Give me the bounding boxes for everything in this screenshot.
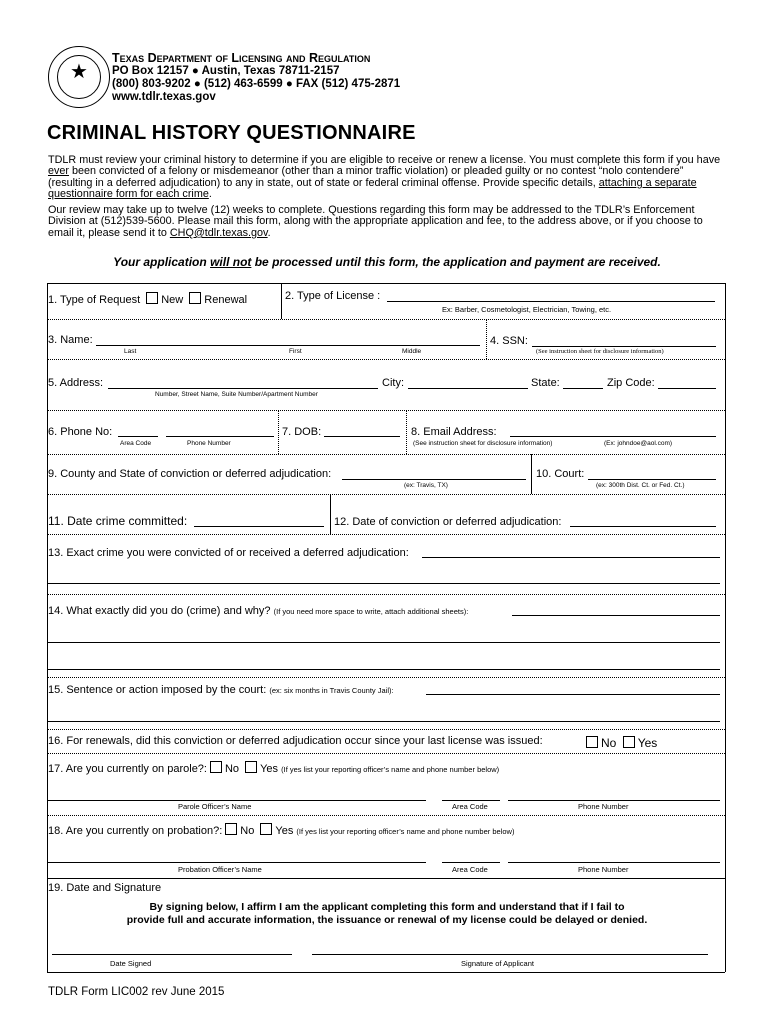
intro-text	[48, 155, 726, 244]
q8-label: 8. Email Address:	[411, 426, 497, 438]
email-example: (Ex: johndoe@aol.com)	[604, 440, 673, 447]
city-field[interactable]	[408, 388, 528, 389]
q18-label: 18. Are you currently on probation?:	[48, 825, 223, 837]
divider	[47, 677, 725, 678]
q15-hint: (ex: six months in Travis County Jail):	[269, 686, 394, 695]
texas-state-seal	[48, 46, 110, 108]
q4-label: 4. SSN:	[490, 335, 528, 347]
email-hint: (See instruction sheet for disclosure information)	[413, 440, 553, 447]
divider	[47, 729, 725, 730]
date-conviction-field[interactable]	[570, 526, 716, 527]
agency-address: PO Box 12157 ● Austin, Texas 78711-2157	[112, 65, 340, 77]
court-hint: (ex: 300th Dist. Ct. or Fed. Ct.)	[596, 482, 685, 489]
intro-p2-a: Our review may take up to twelve (12) weeks to complete. Questions regarding this form may be addressed to the TDLR’s Enforcement Division at (512)539-5600. Please mail this form, along with the appropriate application and fee, to the address above, or if you choose to email it, please send it to	[48, 204, 703, 239]
q15-question	[48, 684, 394, 696]
sentence-field-line-2[interactable]	[48, 721, 720, 722]
license-type-field[interactable]	[387, 301, 715, 302]
q16-label: 16. For renewals, did this conviction or deferred adjudication occur since your last license was issued:	[48, 735, 543, 747]
divider	[47, 319, 725, 320]
divider	[47, 534, 725, 535]
q10-label: 10. Court:	[536, 468, 585, 480]
q16-no-label: No	[601, 736, 617, 750]
divider	[47, 494, 725, 495]
q12-label: 12. Date of conviction or deferred adjudication:	[334, 516, 562, 528]
what-happened-field[interactable]	[512, 615, 720, 616]
divider	[47, 815, 725, 816]
probation-officer-field[interactable]	[48, 862, 426, 863]
intro-attach-note: attaching a separate questionnaire form for each crime	[48, 176, 697, 200]
form-border-left	[47, 283, 48, 972]
notice-will-not: will not	[210, 255, 252, 269]
q5-label: 5. Address:	[48, 377, 104, 389]
parole-phone-hint: Phone Number	[578, 802, 629, 811]
cert-line-2: provide full and accurate information, the issuance or renewal of my license could be delayed or denied.	[126, 914, 648, 926]
star-icon: ★	[70, 61, 88, 83]
q16-yes-label: Yes	[637, 736, 658, 750]
processing-notice	[48, 255, 726, 269]
q17-label: 17. Are you currently on parole?:	[48, 763, 207, 775]
q14-question	[48, 605, 468, 617]
divider	[47, 753, 725, 754]
certification-statement	[48, 901, 726, 927]
zip-field[interactable]	[658, 388, 716, 389]
probation-area-hint: Area Code	[452, 865, 488, 874]
divider-v	[486, 319, 487, 359]
q18-hint: (If yes list your reporting officer’s name and phone number below)	[296, 827, 515, 836]
q17-hint: (If yes list your reporting officer’s name and phone number below)	[281, 765, 500, 774]
q6-label: 6. Phone No:	[48, 426, 113, 438]
last-hint: Last	[124, 348, 137, 355]
phone-field[interactable]	[166, 436, 274, 437]
q18-yes-checkbox[interactable]	[260, 823, 272, 835]
parole-area-hint: Area Code	[452, 802, 488, 811]
probation-area-code-field[interactable]	[442, 862, 500, 863]
new-checkbox[interactable]	[146, 292, 158, 304]
q11-label: 11. Date crime committed:	[48, 514, 188, 528]
renewal-checkbox[interactable]	[189, 292, 201, 304]
q17-no-checkbox[interactable]	[210, 761, 222, 773]
license-type-hint: Ex: Barber, Cosmetologist, Electrician, Towing, etc.	[442, 305, 612, 314]
zip-label: Zip Code:	[607, 377, 655, 389]
q17-yes-checkbox[interactable]	[245, 761, 257, 773]
signature-hint: Signature of Applicant	[461, 959, 534, 968]
agency-phones: (800) 803-9202 ● (512) 463-6599 ● FAX (512) 475-2871	[112, 78, 401, 90]
cert-line-1: By signing below, I affirm I am the applicant completing this form and understand that if I fail to	[149, 901, 625, 913]
middle-hint: Middle	[402, 348, 422, 355]
probation-phone-hint: Phone Number	[578, 865, 629, 874]
intro-p1-d: .	[208, 187, 212, 200]
parole-officer-hint: Parole Officer’s Name	[178, 802, 252, 811]
divider	[47, 972, 725, 973]
notice-a: Your application	[113, 255, 211, 269]
divider	[47, 878, 725, 879]
phone-hint: Phone Number	[187, 440, 231, 447]
name-field[interactable]	[96, 345, 480, 346]
email-field[interactable]	[510, 436, 716, 437]
divider	[47, 283, 725, 284]
form-footer: TDLR Form LIC002 rev June 2015	[48, 986, 225, 998]
agency-website: www.tdlr.texas.gov	[112, 91, 216, 103]
q18-yes-label: Yes	[275, 825, 294, 837]
renewal-label: Renewal	[204, 294, 248, 306]
parole-phone-field[interactable]	[508, 800, 720, 801]
ssn-field[interactable]	[532, 346, 716, 347]
q2-label: 2. Type of License :	[285, 290, 381, 302]
q17-no-label: No	[224, 763, 240, 775]
q1-label: 1. Type of Request	[48, 294, 141, 306]
divider	[47, 359, 725, 360]
divider-v	[531, 454, 532, 494]
state-label: State:	[531, 377, 560, 389]
form-border-right	[725, 283, 726, 972]
crime-field[interactable]	[422, 557, 720, 558]
q3-label: 3. Name:	[48, 334, 93, 346]
date-committed-field[interactable]	[194, 526, 324, 527]
q16-yes-checkbox[interactable]	[623, 736, 635, 748]
date-signed-hint: Date Signed	[110, 959, 152, 968]
form-title: CRIMINAL HISTORY QUESTIONNAIRE	[47, 122, 416, 144]
agency-name: Texas Department of Licensing and Regulation	[112, 51, 371, 65]
dob-field[interactable]	[324, 436, 400, 437]
divider-v	[281, 283, 282, 319]
intro-ever: ever	[48, 165, 70, 178]
divider	[47, 410, 725, 411]
q14-hint: (If you need more space to write, attach additional sheets):	[273, 607, 469, 616]
intro-p1-b: been convicted of a felony or misdemeanor (other than a minor traffic violation) or pleaded guilty or no contest “nolo contendere” (resulting in a deferred adjudication) to any in state, out of state or federal criminal offense. Provide specific details,	[48, 165, 684, 189]
q9-label: 9. County and State of conviction or deferred adjudication:	[48, 468, 332, 480]
q1-request-type	[48, 292, 247, 306]
first-hint: First	[289, 348, 302, 355]
email-link[interactable]: CHQ@tdlr.texas.gov	[169, 226, 268, 239]
area-code-hint: Area Code	[120, 440, 152, 447]
divider	[47, 454, 725, 455]
sentence-field[interactable]	[426, 694, 720, 695]
probation-officer-hint: Probation Officer’s Name	[178, 865, 262, 874]
parole-area-code-field[interactable]	[442, 800, 500, 801]
q15-label: 15. Sentence or action imposed by the court:	[48, 684, 267, 696]
county-field[interactable]	[342, 479, 526, 480]
q14-label: 14. What exactly did you do (crime) and why?	[48, 605, 271, 617]
q18-no-checkbox[interactable]	[225, 823, 237, 835]
q17-yes-label: Yes	[260, 763, 279, 775]
probation-phone-field[interactable]	[508, 862, 720, 863]
signature-field[interactable]	[312, 954, 708, 955]
area-code-field[interactable]	[118, 436, 158, 437]
q19-label: 19. Date and Signature	[48, 882, 162, 894]
q17-question	[48, 761, 499, 775]
date-signed-field[interactable]	[52, 954, 292, 955]
agency-header	[112, 52, 400, 104]
q13-label: 13. Exact crime you were convicted of or received a deferred adjudication:	[48, 547, 409, 559]
address-field[interactable]	[108, 388, 378, 389]
new-label: New	[161, 294, 184, 306]
q7-label: 7. DOB:	[282, 426, 322, 438]
city-label: City:	[382, 377, 404, 389]
q16-no-checkbox[interactable]	[586, 736, 598, 748]
state-field[interactable]	[563, 388, 603, 389]
court-field[interactable]	[588, 479, 716, 480]
divider	[47, 594, 725, 595]
q16-options	[583, 736, 657, 750]
what-happened-line-2[interactable]	[48, 642, 720, 643]
what-happened-line-3[interactable]	[48, 669, 720, 670]
divider-v	[330, 494, 331, 534]
parole-officer-field[interactable]	[48, 800, 426, 801]
ssn-hint: (See instruction sheet for disclosure information)	[536, 348, 664, 355]
q18-no-label: No	[240, 825, 255, 837]
divider-v	[406, 410, 407, 454]
divider-v	[278, 410, 279, 454]
crime-field-line-2[interactable]	[48, 583, 720, 584]
address-hint: Number, Street Name, Suite Number/Apartment Number	[155, 391, 318, 398]
intro-p2-b: .	[267, 226, 271, 239]
county-hint: (ex: Travis, TX)	[404, 482, 448, 489]
q18-question	[48, 823, 514, 837]
intro-p1-a: TDLR must review your criminal history to determine if you are eligible to receive or renew a license. You must complete this form if you have	[48, 154, 721, 166]
notice-b: be processed until this form, the application and payment are received.	[251, 255, 661, 269]
